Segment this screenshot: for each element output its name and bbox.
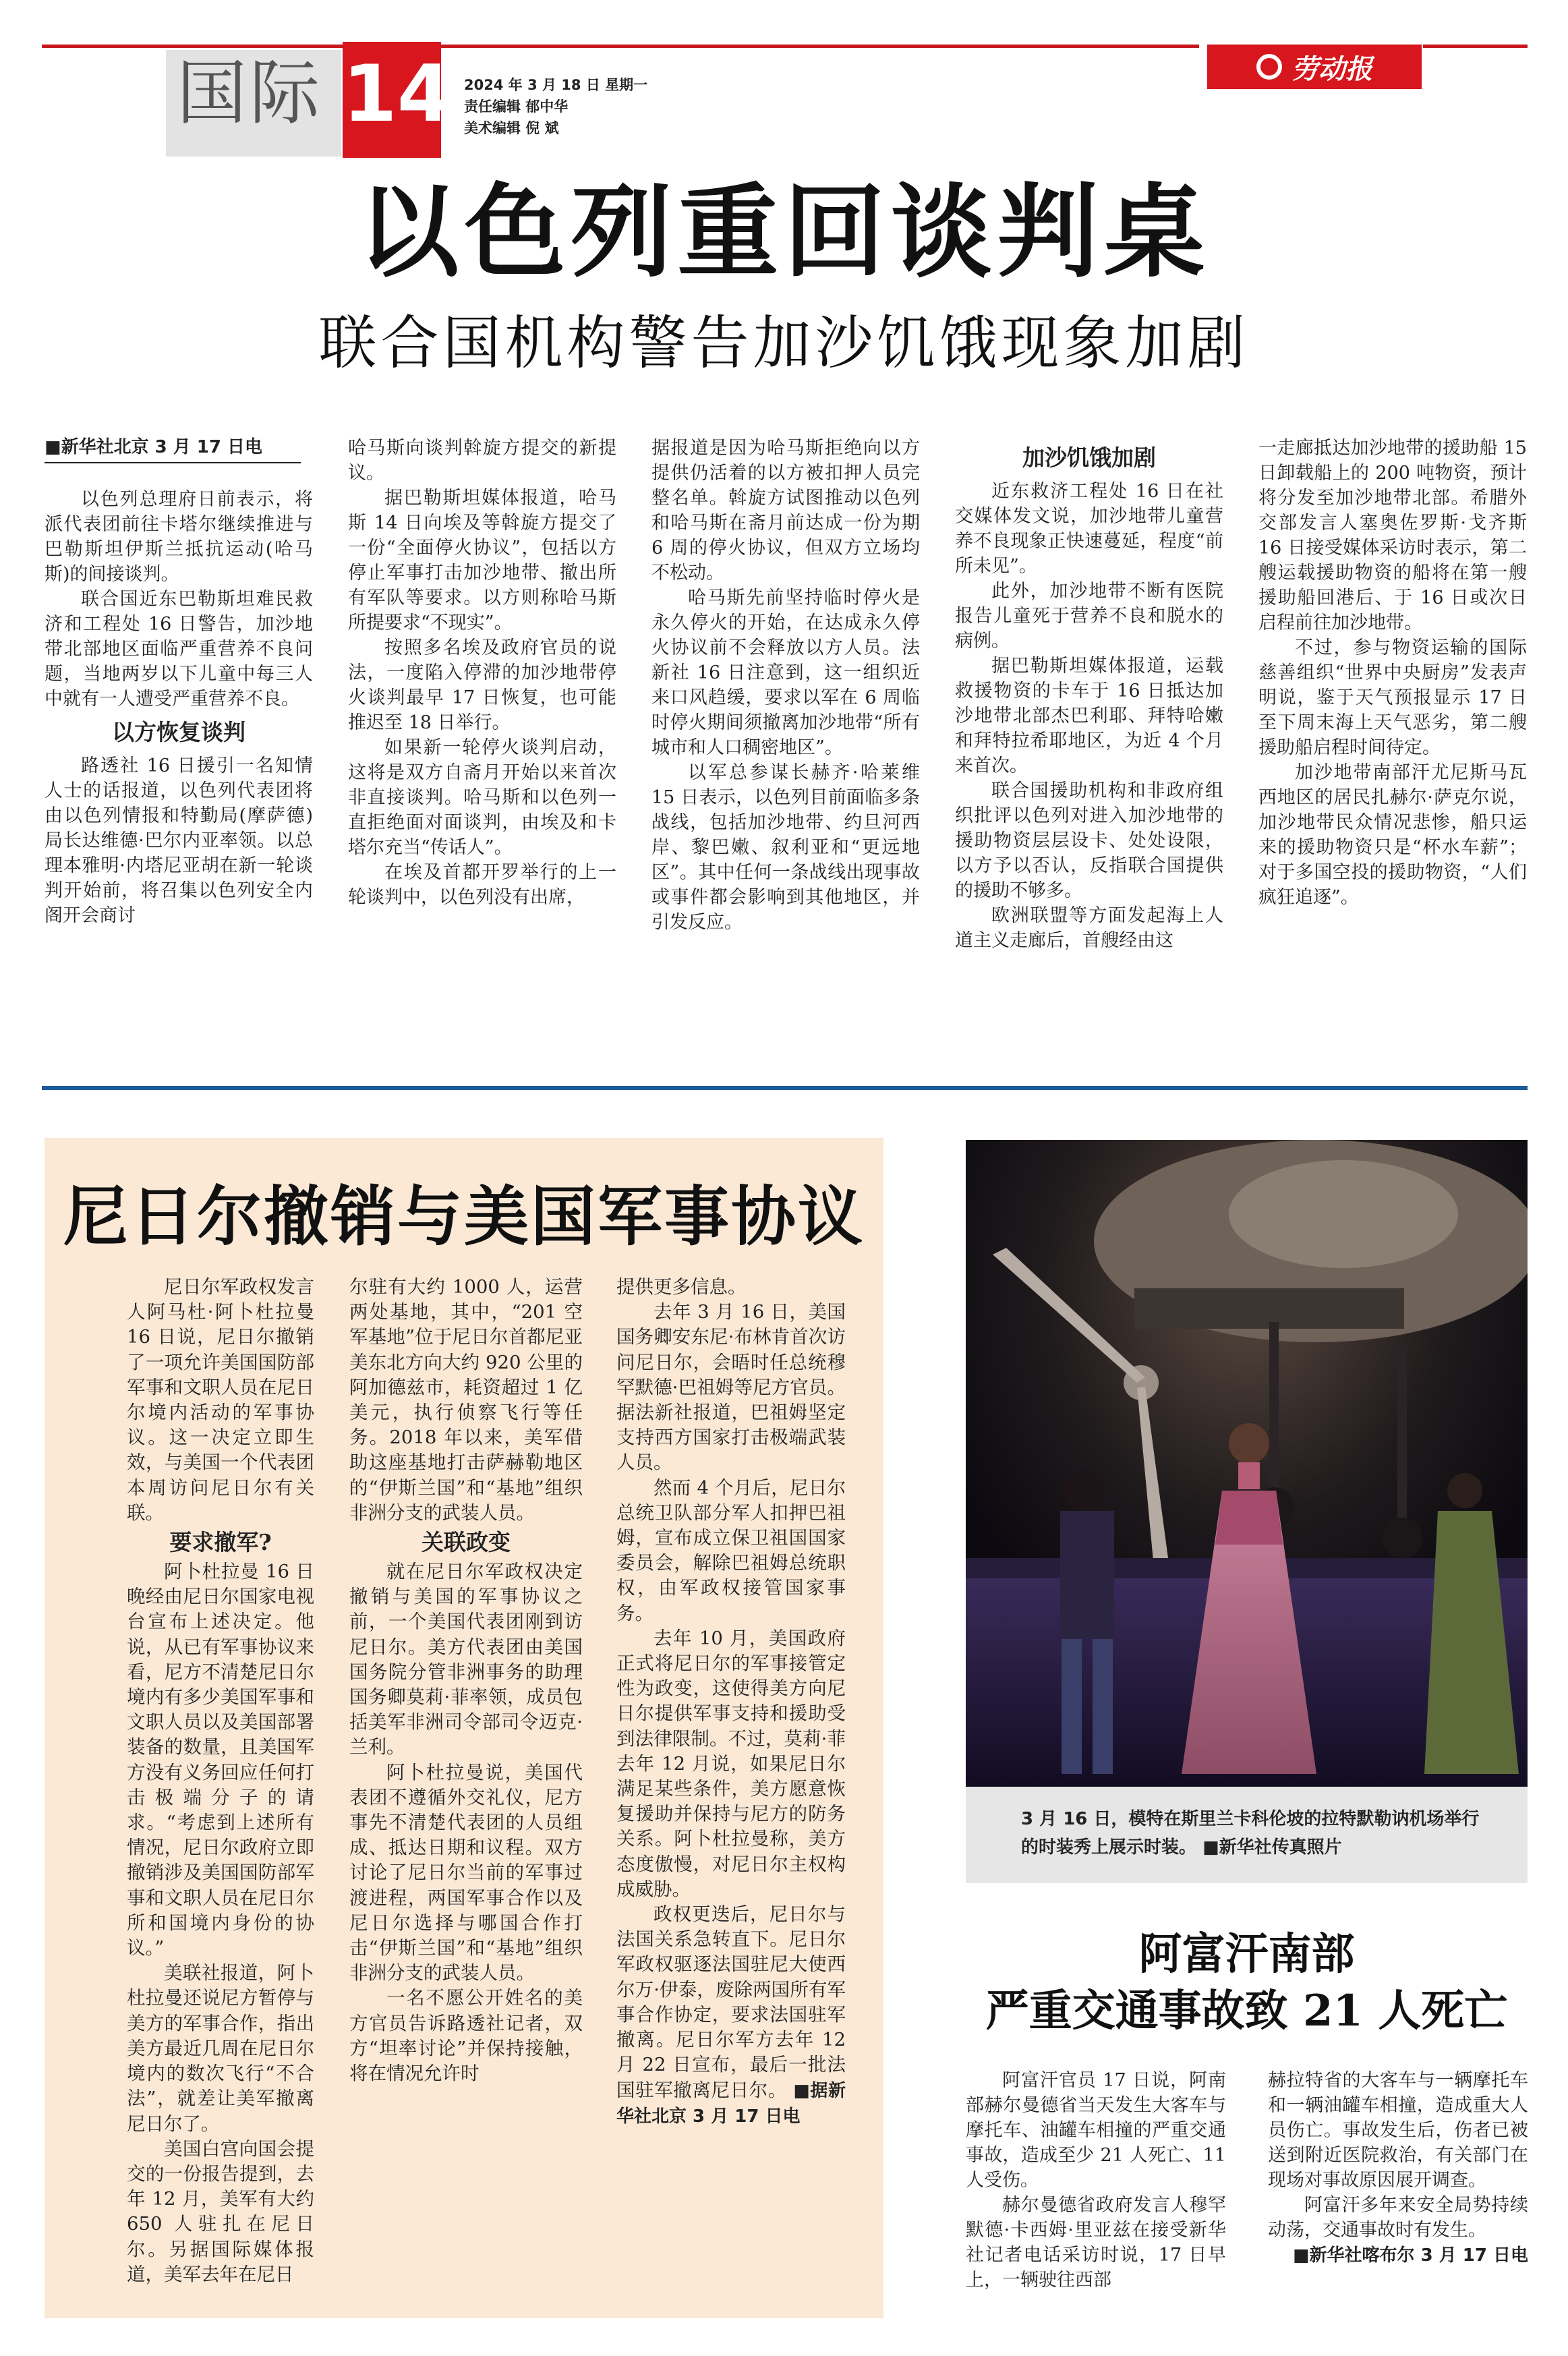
- afghan-headline-line-2: 严重交通事故致 21 人死亡: [985, 1986, 1508, 2036]
- article-paragraph: 联合国近东巴勒斯坦难民救济和工程处 16 日警告，加沙地带北部地区面临严重营养不良问题，当地两岁以下儿童中每三人中就有一人遭受严重营养不良。: [45, 589, 313, 710]
- main-article-column-2: [348, 436, 616, 910]
- article-paragraph: 在埃及首都开罗举行的上一轮谈判中，以色列没有出席，: [348, 862, 616, 908]
- afghan-headline-line-1: 阿富汗南部: [1138, 1929, 1355, 1980]
- article-paragraph: 路透社 16 日援引一名知情人士的话报道，以色列代表团将由以色列情报和特勤局(摩萨德)局长达维德·巴尔内亚率领。以总理本雅明·内塔尼亚胡在新一轮谈判开始前，将召集以色列安全内阁开会商讨: [45, 755, 313, 926]
- article-paragraph: 提供更多信息。: [616, 1276, 747, 1298]
- article-paragraph: 欧洲联盟等方面发起海上人道主义走廊后，首艘经由这: [955, 905, 1223, 951]
- article-paragraph: 美国白宫向国会提交的一份报告提到，去年 12 月，美军有大约 650 人驻扎在尼日尔。另据国际媒体报道，美军去年在尼日: [127, 2137, 314, 2285]
- section-subheading: 以方恢复谈判: [112, 719, 245, 745]
- article-paragraph: 去年 10 月，美国政府正式将尼日尔的军事接管定性为政变，这使得美方向尼日尔提供军事支持和援助受到法律限制。不过，莫莉·菲去年 12 月说，如果尼日尔满足某些条件，美方愿意恢复援助并保持与尼方的防务关系。阿卜杜拉曼称，美方态度傲慢，对尼日尔主权构成威胁。: [616, 1627, 846, 1900]
- fashion-show-illustration: [966, 1140, 1528, 1787]
- article-paragraph: 然而 4 个月后，尼日尔总统卫队部分军人扣押巴祖姆，宣布成立保卫祖国国家委员会，解除巴祖姆总统职权，由军政权接管国家事务。: [616, 1476, 846, 1624]
- article-paragraph: 尼日尔军政权发言人阿马杜·阿卜杜拉曼 16 日说，尼日尔撤销了一项允许美国国防部军事和文职人员在尼日尔境内活动的军事协议。这一决定立即生效，与美国一个代表团本周访问尼日尔有关联。: [127, 1276, 314, 1524]
- niger-headline: 尼日尔撤销与美国军事协议: [63, 1178, 865, 1255]
- article-paragraph: 以军总参谋长赫齐·哈莱维 15 日表示，以色列目前面临多条战线，包括加沙地带、约旦河西岸、黎巴嫩、叙利亚和“更远地区”。其中任何一条战线出现事故或事件都会影响到其他地区，并引发反应。: [651, 762, 920, 933]
- logo-mark-icon: [1256, 54, 1282, 80]
- article-paragraph-text: 政权更迭后，尼日尔与法国关系急转直下。尼日尔军政权驱逐法国驻尼大使西尔万·伊泰，废除两国所有军事合作协定，要求法国驻军撤离。尼日尔军方去年 12 月 22 日宣布，最后一批法国驻军撤离尼日尔。: [616, 1903, 846, 2101]
- header-top-rule: [42, 45, 1199, 48]
- section-subheading: 加沙饥饿加剧: [1022, 444, 1156, 471]
- issue-date: 2024 年 3 月 18 日 星期一: [464, 77, 648, 93]
- article-paragraph: 美联社报道，阿卜杜拉曼还说尼方暂停与美方的军事合作，指出美方最近几周在尼日尔境内的数次飞行“不合法”，就差让美军撤离尼日尔了。: [127, 1962, 314, 2135]
- article-paragraph: [616, 1902, 846, 2129]
- article-paragraph: 据报道是因为哈马斯拒绝向以方提供仍活着的以方被扣押人员完整名单。斡旋方试图推动以色列和哈马斯在斋月前达成一份为期 6 周的停火协议，但双方立场均不松动。: [651, 438, 920, 583]
- article-paragraph: 联合国援助机构和非政府组织批评以色列对进入加沙地带的援助物资层层设卡、处处设限，以方予以否认，反指联合国提供的援助不够多。: [955, 780, 1223, 901]
- main-article-column-5: [1258, 436, 1527, 910]
- main-article-column-4: [955, 442, 1223, 953]
- article-paragraph: 阿富汗官员 17 日说，阿南部赫尔曼德省当天发生大客车与摩托车、油罐车相撞的严重交通事故，造成至少 21 人死亡、11 人受伤。: [966, 2070, 1226, 2191]
- article-paragraph: 哈马斯向谈判斡旋方提交的新提议。: [348, 438, 616, 484]
- section-label: 国际: [177, 52, 323, 134]
- article-paragraph: 阿卜杜拉曼说，美国代表团不遵循外交礼仪，尼方事先不清楚代表团的人员组成、抵达日期和议程。双方讨论了尼日尔当前的军事过渡进程，两国军事合作以及尼日尔选择与哪国合作打击“伊斯兰国”和“基地”组织非洲分支的武装人员。: [349, 1761, 583, 1984]
- article-paragraph: 阿富汗多年来安全局势持续动荡，交通事故时有发生。: [1268, 2195, 1528, 2241]
- article-paragraph: 不过，参与物资运输的国际慈善组织“世界中央厨房”发表声明说，鉴于天气预报显示 17 日至下周末海上天气恶劣，第二艘援助船启程时间待定。: [1258, 637, 1527, 758]
- afghan-dateline-line: [1268, 2243, 1528, 2268]
- article-paragraph: 此外，加沙地带不断有医院报告儿童死于营养不良和脱水的病例。: [955, 581, 1223, 652]
- niger-dateline: ■据新华社北京 3 月 17 日电: [616, 2080, 846, 2127]
- section-divider: [42, 1086, 1528, 1090]
- article-paragraph: 以色列总理府日前表示，将派代表团前往卡塔尔继续推进与巴勒斯坦伊斯兰抵抗运动(哈马斯)的间接谈判。: [45, 489, 313, 585]
- photo-caption-text: 3 月 16 日，模特在斯里兰卡科伦坡的拉特默勒讷机场举行的时装秀上展示时装。: [1021, 1809, 1480, 1858]
- article-paragraph: 尔驻有大约 1000 人，运营两处基地，其中，“201 空军基地”位于尼日尔首都尼亚美东北方向大约 920 公里的阿加德兹市，耗资超过 1 亿美元，执行侦察飞行等任务。2018 年以来，美军借助这座基地打击萨赫勒地区的“伊斯兰国”和“基地”组织非洲分支的武装人员。: [349, 1276, 583, 1524]
- afghan-dateline: ■新华社喀布尔 3 月 17 日电: [1292, 2245, 1528, 2266]
- article-paragraph: 一走廊抵达加沙地带的援助船 15 日卸载船上的 200 吨物资，预计将分发至加沙地带北部。希腊外交部发言人塞奥佐罗斯·戈齐斯 16 日接受媒体采访时表示，第二艘运载援助物资的船将在第一艘援助船回港后、于 16 日或次日启程前往加沙地带。: [1258, 438, 1527, 633]
- section-subheading: 要求撤军?: [169, 1529, 272, 1556]
- main-article-column-1: [45, 487, 313, 928]
- article-paragraph: 据巴勒斯坦媒体报道，哈马斯 14 日向埃及等斡旋方提交了一份“全面停火协议”，包括以方停止军事打击加沙地带、撤出所有军队等要求。以方则称哈马斯所提要求“不现实”。: [348, 488, 616, 633]
- main-subheadline: 联合国机构警告加沙饥饿现象加剧: [318, 310, 1250, 377]
- section-subheading: 关联政变: [422, 1529, 511, 1556]
- main-headline: 以色列重回谈判桌: [357, 173, 1211, 291]
- main-dateline: ■新华社北京 3 月 17 日电: [45, 433, 301, 463]
- article-paragraph: 如果新一轮停火谈判启动，这将是双方自斋月开始以来首次非直接谈判。哈马斯和以色列一直拒绝面对面谈判，由埃及和卡塔尔充当“传话人”。: [348, 737, 616, 858]
- photo-caption: [1021, 1805, 1493, 1862]
- main-article-column-3: [651, 436, 920, 935]
- newspaper-name: 劳动报: [1291, 53, 1372, 85]
- article-paragraph: 一名不愿公开姓名的美方官员告诉路透社记者，双方“坦率讨论”并保持接触，将在情况允许时: [349, 1987, 583, 2085]
- article-paragraph: 阿卜杜拉曼 16 日晚经由尼日尔国家电视台宣布上述决定。他说，从已有军事协议来看，尼方不清楚尼日尔境内有多少美国军事和文职人员以及美国部署装备的数量，且美国军方没有义务回应任何打击极端分子的请求。“考虑到上述所有情况，尼日尔政府立即撤销涉及美国国防部军事和文职人员在尼日尔所和国境内身份的协议。”: [127, 1561, 314, 1959]
- niger-column-2: [349, 1275, 583, 2086]
- header-top-rule-right: [1423, 45, 1528, 48]
- article-paragraph: 赫拉特省的大客车与一辆摩托车和一辆油罐车相撞，造成重大人员伤亡。事故发生后，伤者已被送到附近医院救治，有关部门在现场对事故原因展开调查。: [1268, 2070, 1528, 2191]
- page-number: 14: [343, 49, 452, 140]
- article-paragraph: 近东救济工程处 16 日在社交媒体发文说，加沙地带儿童营养不良现象正快速蔓延，程度“前所未见”。: [955, 481, 1223, 577]
- article-paragraph: 按照多名埃及政府官员的说法，一度陷入停滞的加沙地带停火谈判最早 17 日恢复，也可能推迟至 18 日举行。: [348, 637, 616, 733]
- newspaper-logo: [1207, 45, 1422, 89]
- photo-credit: ■新华社传真照片: [1202, 1837, 1342, 1858]
- article-paragraph: 据巴勒斯坦媒体报道，运载救援物资的卡车于 16 日抵达加沙地带北部杰巴利耶、拜特哈嫩和拜特拉希耶地区，为近 4 个月来首次。: [955, 656, 1223, 776]
- article-paragraph: 赫尔曼德省政府发言人穆罕默德·卡西姆·里亚兹在接受新华社记者电话采访时说，17 日早上，一辆驶往西部: [966, 2195, 1226, 2291]
- art-editor: 美术编辑 倪 斌: [464, 120, 559, 136]
- article-paragraph: 哈马斯先前坚持临时停火是永久停火的开始，在达成永久停火协议前不会释放以方人员。法新社 16 日注意到，这一组织近来口风趋缓，要求以军在 6 周临时停火期间须撤离加沙地带“所有城市和人口稠密地区”。: [651, 587, 920, 758]
- niger-column-1: [127, 1275, 314, 2287]
- fashion-show-photo: [966, 1140, 1528, 1787]
- afghan-column-1: [966, 2068, 1226, 2293]
- article-paragraph: 加沙地带南部汗尤尼斯马瓦西地区的居民扎赫尔·萨克尔说，加沙地带民众情况悲惨，船只运来的援助物资只是“杯水车薪”；对于多国空投的援助物资，“人们疯狂追逐”。: [1258, 762, 1527, 908]
- article-paragraph: 去年 3 月 16 日，美国国务卿安东尼·布林肯首次访问尼日尔，会晤时任总统穆罕默德·巴祖姆等尼方官员。据法新社报道，巴祖姆坚定支持西方国家打击极端武装人员。: [616, 1301, 846, 1474]
- afghan-column-2: [1268, 2068, 1528, 2268]
- responsible-editor: 责任编辑 郁中华: [464, 98, 569, 115]
- niger-column-3: [616, 1275, 846, 2129]
- article-paragraph: 就在尼日尔军政权决定撤销与美国的军事协议之前，一个美国代表团刚到访尼日尔。美方代表团由美国国务院分管非洲事务的助理国务卿莫莉·菲率领，成员包括美军非洲司令部司令迈克·兰利。: [349, 1561, 583, 1758]
